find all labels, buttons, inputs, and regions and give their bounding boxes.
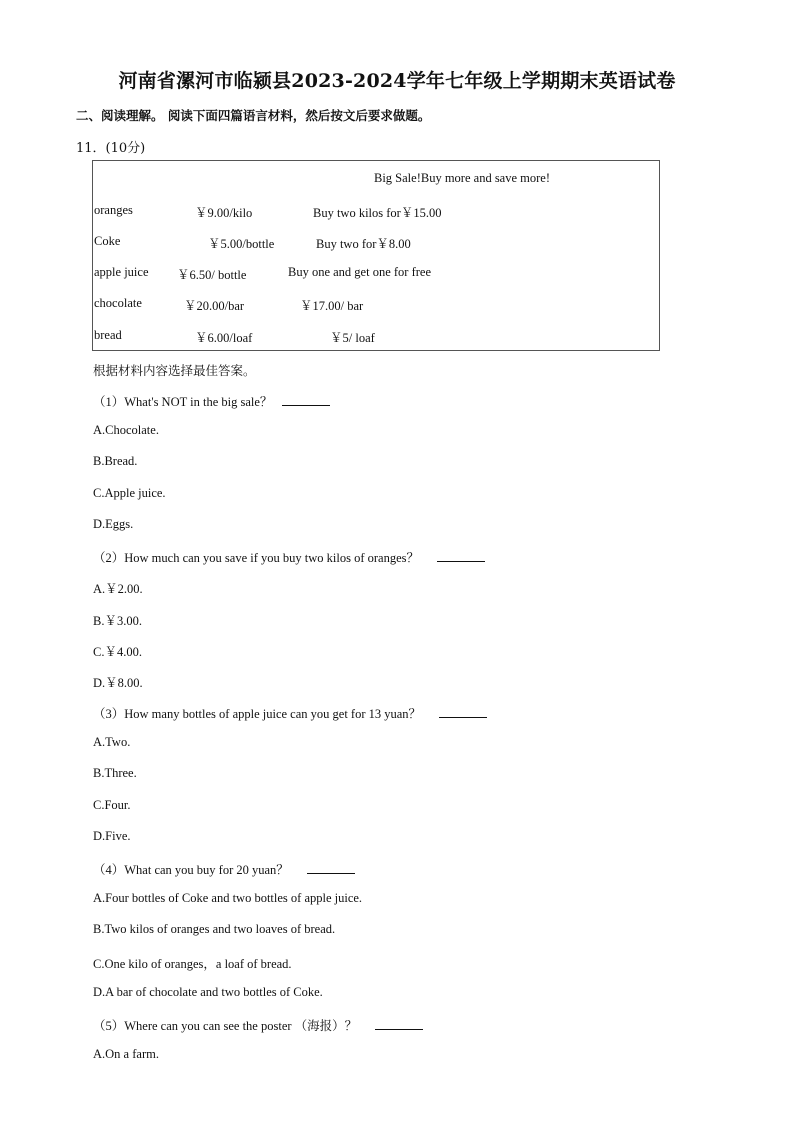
option: B.￥3.00. [93,614,142,628]
item-offer: Buy two for￥8.00 [316,237,411,251]
item-offer: Buy two kilos for￥15.00 [313,206,442,220]
question-stem [93,704,487,722]
question-stem [93,1016,423,1034]
item-price: ￥20.00/bar [184,299,245,313]
option: C.One kilo of oranges，a loaf of bread. [93,957,292,971]
item-name: Coke [94,234,121,248]
item-name: oranges [94,203,133,217]
option: A.Four bottles of Coke and two bottles of apple juice. [93,891,363,905]
question-stem [93,548,485,566]
option: C.Apple juice. [93,486,166,500]
answer-blank [282,394,330,406]
option: D.A bar of chocolate and two bottles of Coke. [93,985,323,999]
question-number: 11．(10分) [76,141,146,156]
document-title: 河南省漯河市临颍县2023-2024学年七年级上学期期末英语试卷 [118,70,676,92]
question-stem [93,860,355,878]
question-text: （3）How many bottles of apple juice can you get for 13 yuan？ [93,707,422,721]
option: A.On a farm. [93,1047,159,1061]
option: A.Chocolate. [93,423,159,437]
item-offer: Buy one and get one for free [288,265,431,279]
item-offer: ￥5/ loaf [330,331,375,345]
item-name: apple juice [94,265,149,279]
answer-blank [375,1018,423,1030]
option: A.Two. [93,735,131,749]
item-name: bread [94,328,122,342]
item-price: ￥6.50/ bottle [177,268,247,282]
answer-blank [307,862,355,874]
sale-heading: Big Sale!Buy more and save more! [374,171,550,185]
option: B.Two kilos of oranges and two loaves of bread. [93,922,336,936]
sale-poster-box [92,160,660,351]
option: B.Three. [93,766,137,780]
option: A.￥2.00. [93,582,143,596]
option: C.￥4.00. [93,645,142,659]
instruction: 根据材料内容选择最佳答案。 [93,363,256,378]
section-heading: 二、阅读理解。 阅读下面四篇语言材料，然后按文后要求做题。 [76,108,431,123]
item-name: chocolate [94,296,142,310]
answer-blank [437,550,485,562]
option: D.￥8.00. [93,676,143,690]
answer-blank [439,706,487,718]
option: D.Eggs. [93,517,134,531]
question-stem [93,392,330,410]
item-price: ￥5.00/bottle [208,237,275,251]
option: C.Four. [93,798,131,812]
item-offer: ￥17.00/ bar [300,299,364,313]
item-price: ￥6.00/loaf [195,331,253,345]
question-text: （4）What can you buy for 20 yuan？ [93,863,289,877]
option: B.Bread. [93,454,138,468]
item-price: ￥9.00/kilo [195,206,253,220]
option: D.Five. [93,829,131,843]
question-text: （5）Where can you can see the poster （海报）？ [93,1019,358,1033]
question-text: （1）What's NOT in the big sale？ [93,395,273,409]
question-text: （2）How much can you save if you buy two kilos of oranges？ [93,551,419,565]
